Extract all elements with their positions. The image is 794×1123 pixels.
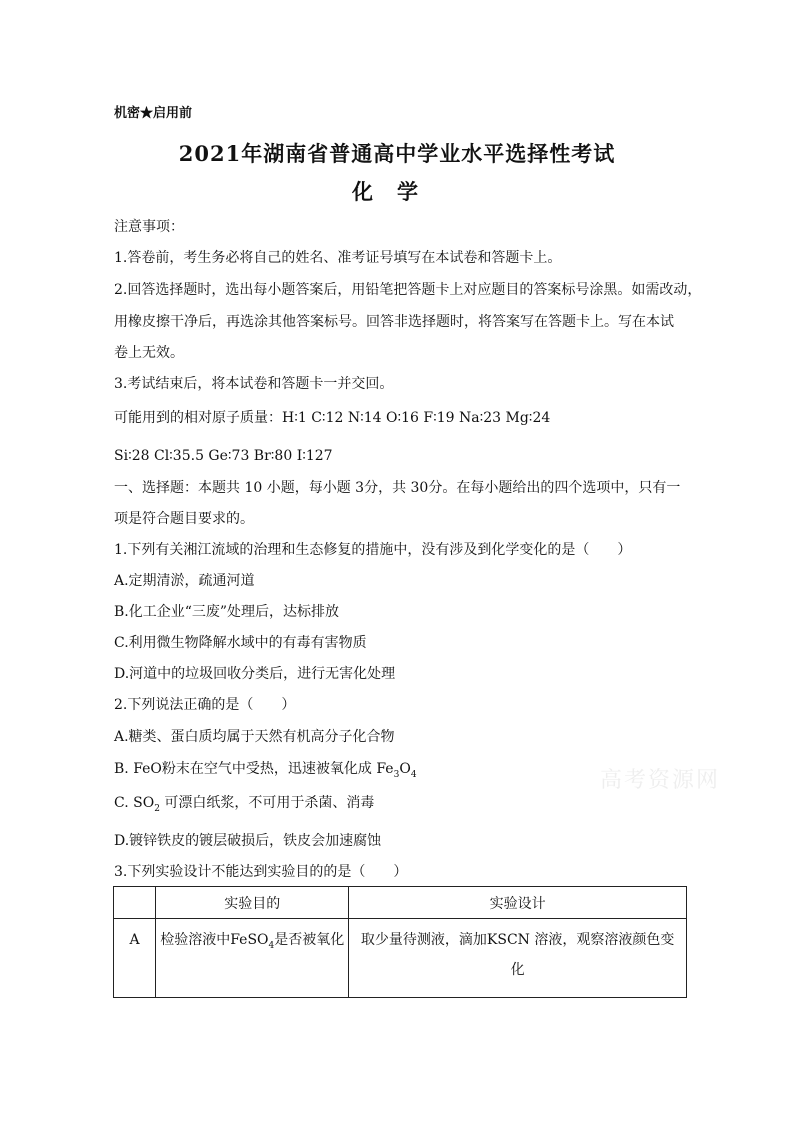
- question-1-option-a: A.定期清淤，疏通河道: [114, 573, 255, 589]
- atomic-mass-line-1: 可能用到的相对原子质量：H∶1 C∶12 N∶14 O∶16 F∶19 Na∶23 Mg∶24: [114, 410, 551, 426]
- experiment-table: [113, 886, 687, 998]
- question-1-option-d: D.河道中的垃圾回收分类后，进行无害化处理: [114, 666, 396, 682]
- question-2-stem: 2.下列说法正确的是（ ）: [114, 697, 296, 713]
- table-header-design: 实验设计: [349, 887, 687, 919]
- question-1-stem: 1.下列有关湘江流域的治理和生态修复的措施中，没有涉及到化学变化的是（ ）: [114, 542, 632, 558]
- section-1-heading-line-1: 一、选择题：本题共 10 小题，每小题 3分，共 30分。在每小题给出的四个选项中，只有一: [114, 480, 681, 496]
- table-header-row: [114, 887, 687, 919]
- atomic-mass-line-2: Si∶28 Cl∶35.5 Ge∶73 Br∶80 I∶127: [114, 448, 333, 464]
- exam-title: 2021年湖南省普通高中学业水平选择性考试: [178, 141, 616, 166]
- row-label: A: [114, 919, 156, 998]
- note-item-2-line-1: 2.回答选择题时，选出每小题答案后，用铅笔把答题卡上对应题目的答案标号涂黑。如需改动，: [114, 282, 702, 298]
- table-row: [114, 919, 687, 998]
- question-2-option-b: B. FeO粉末在空气中受热，迅速被氧化成 $Fe_3O_4$: [114, 761, 417, 780]
- note-item-3: 3.考试结束后，将本试卷和答题卡一并交回。: [114, 376, 394, 392]
- note-item-2-line-3: 卷上无效。: [114, 345, 184, 361]
- question-2-option-d: D.镀锌铁皮的镀层破损后，铁皮会加速腐蚀: [114, 833, 382, 849]
- subject-title: 化学: [352, 179, 442, 204]
- question-2-option-a: A.糖类、蛋白质均属于天然有机高分子化合物: [114, 729, 395, 745]
- question-2-option-c: C. $SO_2$ 可漂白纸浆，不可用于杀菌、消毒: [114, 795, 375, 814]
- notes-heading: 注意事项：: [114, 219, 184, 235]
- confidential-label: 机密★启用前: [114, 106, 193, 121]
- question-1-option-c: C.利用微生物降解水域中的有毒有害物质: [114, 635, 367, 651]
- note-item-1: 1.答卷前，考生务必将自己的姓名、准考证号填写在本试卷和答题卡上。: [114, 250, 562, 266]
- table-header-label: [114, 887, 156, 919]
- watermark: 高考资源网: [600, 768, 721, 793]
- row-design: 取少量待测液，滴加KSCN 溶液，观察溶液颜色变化: [349, 919, 687, 998]
- question-3-stem: 3.下列实验设计不能达到实验目的的是（ ）: [114, 864, 408, 880]
- note-item-2-line-2: 用橡皮擦干净后，再选涂其他答案标号。回答非选择题时，将答案写在答题卡上。写在本试: [114, 314, 674, 330]
- table-header-purpose: 实验目的: [156, 887, 349, 919]
- section-1-heading-line-2: 项是符合题目要求的。: [114, 511, 254, 527]
- row-purpose: 检验溶液中FeSO$_4$是否被氧化: [156, 919, 349, 998]
- question-1-option-b: B.化工企业“三废”处理后，达标排放: [114, 604, 340, 620]
